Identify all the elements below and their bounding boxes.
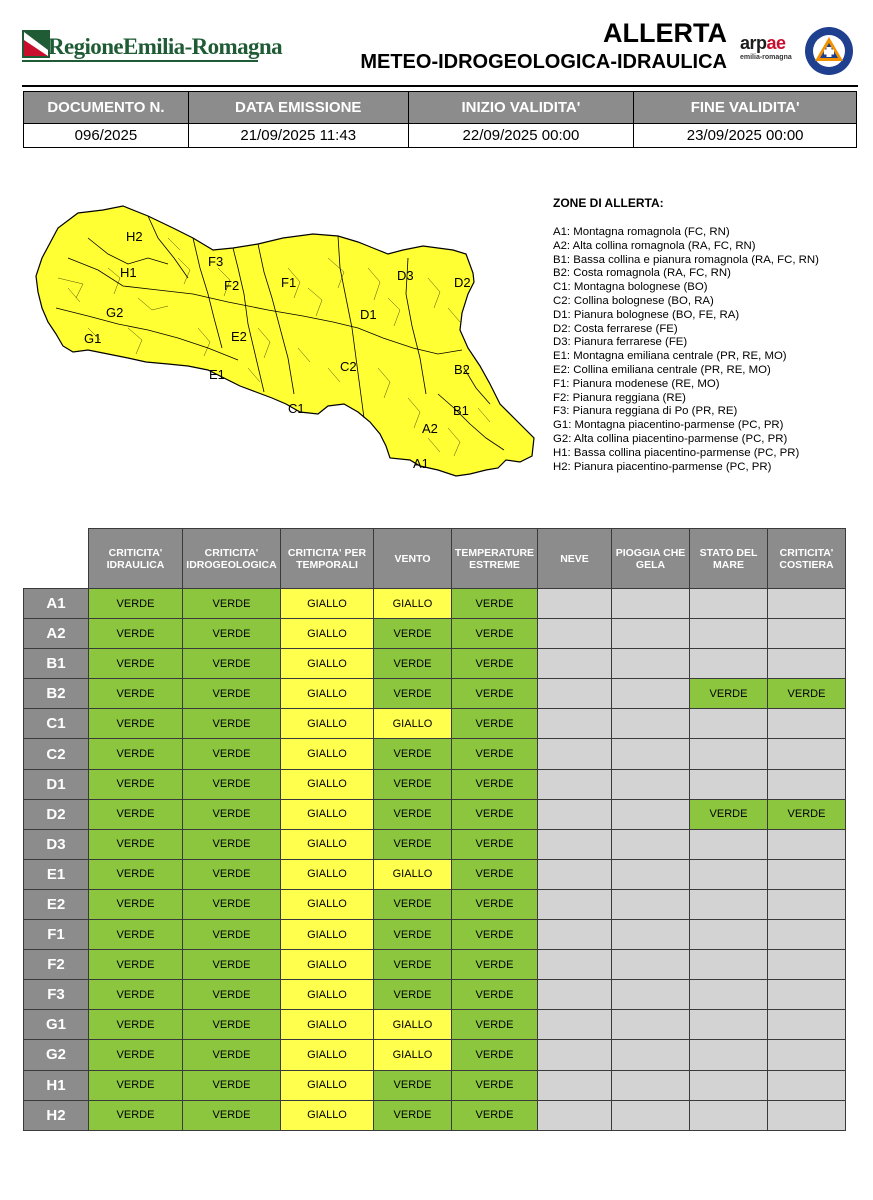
issue-date-header: DATA EMISSIONE: [188, 92, 408, 124]
alert-level-cell: VERDE: [183, 649, 281, 679]
empty-cell: [690, 589, 768, 619]
zone-cell: F2: [24, 950, 89, 980]
empty-cell: [768, 739, 846, 769]
map-label-h1: H1: [120, 265, 137, 280]
empty-cell: [690, 1100, 768, 1130]
table-row: [24, 1040, 846, 1070]
zone-cell: H1: [24, 1070, 89, 1100]
alert-zones-map: [28, 198, 543, 490]
legend-item: A2: Alta collina romagnola (RA, FC, RN): [553, 239, 756, 252]
alert-level-cell: VERDE: [374, 769, 452, 799]
map-label-b1: B1: [453, 403, 469, 418]
alert-level-cell: VERDE: [89, 799, 183, 829]
empty-cell: [538, 649, 612, 679]
alert-level-cell: VERDE: [452, 859, 538, 889]
map-label-d2: D2: [454, 275, 471, 290]
column-header-line: MARE: [713, 558, 744, 571]
zone-cell: C2: [24, 739, 89, 769]
empty-cell: [768, 889, 846, 919]
empty-cell: [612, 889, 690, 919]
empty-cell: [768, 859, 846, 889]
alert-level-cell: VERDE: [89, 589, 183, 619]
legend-item: F1: Pianura modenese (RE, MO): [553, 377, 720, 390]
alert-level-cell: VERDE: [183, 619, 281, 649]
alert-level-cell: VERDE: [183, 1010, 281, 1040]
table-corner: [24, 529, 89, 589]
empty-cell: [538, 589, 612, 619]
empty-cell: [612, 980, 690, 1010]
alert-level-cell: VERDE: [183, 1100, 281, 1130]
alert-level-cell: VERDE: [452, 619, 538, 649]
map-label-e1: E1: [209, 367, 225, 382]
empty-cell: [612, 619, 690, 649]
empty-cell: [538, 769, 612, 799]
empty-cell: [612, 829, 690, 859]
zone-cell: G2: [24, 1040, 89, 1070]
alert-level-cell: GIALLO: [281, 709, 374, 739]
alert-level-cell: VERDE: [89, 859, 183, 889]
alert-level-cell: VERDE: [374, 950, 452, 980]
alert-level-cell: VERDE: [374, 920, 452, 950]
zone-cell: E1: [24, 859, 89, 889]
alert-level-cell: VERDE: [452, 799, 538, 829]
alert-level-cell: VERDE: [374, 1100, 452, 1130]
column-header-line: CRITICITA' PER: [287, 546, 367, 559]
arpae-logo: [740, 34, 800, 68]
alert-level-cell: GIALLO: [281, 589, 374, 619]
zones-legend: [553, 196, 858, 474]
legend-item: B2: Costa romagnola (RA, FC, RN): [553, 267, 731, 280]
map-label-g2: G2: [106, 305, 124, 320]
map-label-a2: A2: [422, 421, 438, 436]
alert-level-cell: VERDE: [768, 679, 846, 709]
arpae-logo-text: arpae: [740, 33, 786, 53]
header-divider: [22, 85, 858, 87]
table-row: [24, 950, 846, 980]
legend-item: D3: Pianura ferrarese (FE): [553, 336, 688, 349]
table-row: [24, 709, 846, 739]
empty-cell: [690, 859, 768, 889]
legend-item: B1: Bassa collina e pianura romagnola (RA, FC, RN): [553, 253, 819, 266]
alert-level-cell: VERDE: [89, 920, 183, 950]
column-header-line: IDROGEOLOGICA: [186, 558, 277, 571]
legend-item: A1: Montagna romagnola (FC, RN): [553, 226, 730, 238]
map-label-f1: F1: [281, 275, 297, 290]
region-name: RegioneEmilia-Romagna: [48, 34, 282, 59]
table-row: [24, 859, 846, 889]
table-row: [24, 829, 846, 859]
alert-level-cell: GIALLO: [281, 980, 374, 1010]
alert-level-cell: VERDE: [89, 769, 183, 799]
column-header-line: CRITICITA': [204, 546, 259, 559]
empty-cell: [612, 1040, 690, 1070]
table-row: [24, 1010, 846, 1040]
column-header: [183, 529, 281, 589]
alert-level-cell: VERDE: [690, 799, 768, 829]
empty-cell: [538, 920, 612, 950]
alert-level-cell: VERDE: [452, 1010, 538, 1040]
column-header-line: STATO DEL: [699, 546, 758, 559]
empty-cell: [612, 1100, 690, 1130]
empty-cell: [768, 920, 846, 950]
column-header: [374, 529, 452, 589]
map-label-f2: F2: [224, 278, 240, 293]
alert-level-cell: GIALLO: [281, 889, 374, 919]
map-label-c1: C1: [288, 401, 305, 416]
alert-level-cell: VERDE: [89, 709, 183, 739]
protezione-civile-icon: [804, 26, 854, 76]
alert-level-cell: VERDE: [183, 920, 281, 950]
empty-cell: [612, 769, 690, 799]
column-header: [89, 529, 183, 589]
legend-item: H2: Pianura piacentino-parmense (PC, PR): [553, 460, 772, 473]
map-label-a1: A1: [413, 456, 429, 471]
empty-cell: [612, 1070, 690, 1100]
map-label-d3: D3: [397, 268, 414, 283]
alert-level-cell: VERDE: [452, 649, 538, 679]
map-label-e2: E2: [231, 329, 247, 344]
legend-title: ZONE DI ALLERTA:: [553, 196, 664, 210]
zone-cell: F3: [24, 980, 89, 1010]
empty-cell: [690, 889, 768, 919]
empty-cell: [612, 920, 690, 950]
column-header-line: PIOGGIA CHE: [615, 546, 686, 559]
zone-cell: F1: [24, 920, 89, 950]
empty-cell: [768, 1070, 846, 1100]
empty-cell: [538, 799, 612, 829]
zone-cell: D3: [24, 829, 89, 859]
alert-levels-table: [23, 528, 846, 1131]
empty-cell: [538, 859, 612, 889]
region-logo-underline: [22, 60, 258, 62]
alert-level-cell: GIALLO: [374, 1010, 452, 1040]
table-row: [24, 920, 846, 950]
empty-cell: [538, 889, 612, 919]
alert-level-cell: VERDE: [374, 980, 452, 1010]
alert-level-cell: VERDE: [183, 769, 281, 799]
alert-level-cell: VERDE: [452, 589, 538, 619]
empty-cell: [612, 589, 690, 619]
alert-level-cell: VERDE: [89, 1070, 183, 1100]
alert-level-cell: VERDE: [452, 739, 538, 769]
issue-date-value: 21/09/2025 11:43: [188, 124, 408, 148]
empty-cell: [690, 709, 768, 739]
table-row: [24, 649, 846, 679]
empty-cell: [612, 799, 690, 829]
column-header-line: COSTIERA: [779, 558, 834, 571]
alert-level-cell: GIALLO: [374, 859, 452, 889]
map-label-g1: G1: [84, 331, 102, 346]
alert-level-cell: VERDE: [183, 739, 281, 769]
alert-level-cell: GIALLO: [281, 1100, 374, 1130]
legend-item: G1: Montagna piacentino-parmense (PC, PR): [553, 419, 784, 432]
zone-cell: B1: [24, 649, 89, 679]
doc-number-value: 096/2025: [24, 124, 189, 148]
zone-cell: D1: [24, 769, 89, 799]
document-info-table: [23, 91, 857, 148]
alert-level-cell: VERDE: [452, 769, 538, 799]
alert-level-cell: VERDE: [452, 1100, 538, 1130]
legend-item: E1: Montagna emiliana centrale (PR, RE, MO): [553, 350, 787, 363]
alert-level-cell: VERDE: [374, 679, 452, 709]
alert-level-cell: VERDE: [183, 829, 281, 859]
alert-level-cell: GIALLO: [281, 679, 374, 709]
alert-level-cell: VERDE: [374, 829, 452, 859]
empty-cell: [612, 859, 690, 889]
alert-level-cell: VERDE: [374, 799, 452, 829]
zone-cell: H2: [24, 1100, 89, 1130]
alert-level-cell: VERDE: [183, 889, 281, 919]
table-row: [24, 589, 846, 619]
empty-cell: [538, 619, 612, 649]
alert-level-cell: VERDE: [374, 889, 452, 919]
zone-cell: C1: [24, 709, 89, 739]
alert-level-cell: VERDE: [690, 679, 768, 709]
alert-level-cell: VERDE: [89, 980, 183, 1010]
alert-level-cell: VERDE: [374, 1070, 452, 1100]
empty-cell: [690, 649, 768, 679]
validity-end-header: FINE VALIDITA': [634, 92, 857, 124]
alert-level-cell: VERDE: [452, 1070, 538, 1100]
page-title: ALLERTA: [603, 18, 727, 48]
empty-cell: [690, 739, 768, 769]
map-label-f3: F3: [208, 254, 224, 269]
column-header: [538, 529, 612, 589]
alert-level-cell: GIALLO: [281, 1010, 374, 1040]
legend-item: C2: Collina bolognese (BO, RA): [553, 294, 714, 307]
alert-level-cell: VERDE: [89, 950, 183, 980]
column-header: [452, 529, 538, 589]
region-map-shape: [28, 198, 543, 490]
legend-item: G2: Alta collina piacentino-parmense (PC, PR): [553, 432, 788, 445]
alert-level-cell: GIALLO: [281, 1040, 374, 1070]
alert-level-cell: VERDE: [89, 679, 183, 709]
alert-level-cell: VERDE: [183, 589, 281, 619]
empty-cell: [768, 589, 846, 619]
map-label-c2: C2: [340, 359, 357, 374]
column-header: [281, 529, 374, 589]
table-row: [24, 980, 846, 1010]
alert-level-cell: GIALLO: [281, 619, 374, 649]
column-header-line: CRITICITA': [779, 546, 834, 559]
empty-cell: [612, 709, 690, 739]
empty-cell: [538, 829, 612, 859]
column-header: [768, 529, 846, 589]
legend-item: H1: Bassa collina piacentino-parmense (PC, PR): [553, 446, 800, 459]
table-row: [24, 1070, 846, 1100]
empty-cell: [690, 1040, 768, 1070]
validity-start-header: INIZIO VALIDITA': [408, 92, 634, 124]
empty-cell: [768, 769, 846, 799]
table-row: [24, 799, 846, 829]
table-row: [24, 739, 846, 769]
empty-cell: [768, 980, 846, 1010]
column-header-line: TEMPORALI: [296, 558, 358, 571]
zone-cell: G1: [24, 1010, 89, 1040]
alert-level-cell: GIALLO: [281, 769, 374, 799]
alert-level-cell: VERDE: [89, 1040, 183, 1070]
alert-level-cell: VERDE: [183, 950, 281, 980]
empty-cell: [768, 1010, 846, 1040]
table-row: [24, 889, 846, 919]
table-row: [24, 679, 846, 709]
alert-level-cell: GIALLO: [374, 589, 452, 619]
zone-cell: A2: [24, 619, 89, 649]
column-header-line: NEVE: [560, 552, 589, 565]
empty-cell: [690, 950, 768, 980]
empty-cell: [768, 649, 846, 679]
map-label-d1: D1: [360, 307, 377, 322]
alert-level-cell: GIALLO: [281, 1070, 374, 1100]
alert-level-cell: VERDE: [89, 739, 183, 769]
alert-level-cell: VERDE: [452, 889, 538, 919]
page-subtitle: METEO-IDROGEOLOGICA-IDRAULICA: [360, 51, 727, 73]
empty-cell: [538, 1100, 612, 1130]
alert-level-cell: VERDE: [89, 619, 183, 649]
alert-level-cell: GIALLO: [281, 799, 374, 829]
legend-item: D1: Pianura bolognese (BO, FE, RA): [553, 308, 740, 321]
validity-start-value: 22/09/2025 00:00: [408, 124, 634, 148]
empty-cell: [538, 1010, 612, 1040]
empty-cell: [768, 829, 846, 859]
alert-level-cell: VERDE: [452, 709, 538, 739]
alert-level-cell: VERDE: [89, 1010, 183, 1040]
alert-level-cell: VERDE: [183, 709, 281, 739]
empty-cell: [538, 980, 612, 1010]
column-header-line: CRITICITA': [108, 546, 163, 559]
table-row: [24, 1100, 846, 1130]
empty-cell: [538, 1070, 612, 1100]
alert-level-cell: VERDE: [89, 889, 183, 919]
empty-cell: [538, 1040, 612, 1070]
column-header-line: ESTREME: [469, 558, 520, 571]
alert-level-cell: VERDE: [89, 649, 183, 679]
alert-level-cell: VERDE: [452, 1040, 538, 1070]
alert-level-cell: VERDE: [452, 980, 538, 1010]
empty-cell: [612, 739, 690, 769]
empty-cell: [768, 1100, 846, 1130]
alert-level-cell: VERDE: [768, 799, 846, 829]
empty-cell: [768, 709, 846, 739]
alert-level-cell: VERDE: [183, 1040, 281, 1070]
empty-cell: [690, 980, 768, 1010]
legend-item: C1: Montagna bolognese (BO): [553, 281, 708, 294]
zone-cell: B2: [24, 679, 89, 709]
empty-cell: [690, 769, 768, 799]
alert-level-cell: GIALLO: [374, 709, 452, 739]
arpae-logo-subtext: emilia-romagna: [740, 54, 792, 61]
alert-level-cell: VERDE: [452, 950, 538, 980]
empty-cell: [538, 679, 612, 709]
table-row: [24, 619, 846, 649]
alert-level-cell: VERDE: [183, 859, 281, 889]
alert-level-cell: VERDE: [374, 739, 452, 769]
column-header-line: VENTO: [394, 552, 431, 565]
empty-cell: [690, 920, 768, 950]
zone-cell: E2: [24, 889, 89, 919]
alert-level-cell: VERDE: [89, 829, 183, 859]
empty-cell: [538, 950, 612, 980]
alert-level-cell: GIALLO: [281, 950, 374, 980]
column-header-line: GELA: [635, 558, 666, 571]
empty-cell: [690, 1070, 768, 1100]
empty-cell: [768, 619, 846, 649]
column-header-line: TEMPERATURE: [454, 546, 535, 559]
alert-level-cell: GIALLO: [281, 859, 374, 889]
alert-level-cell: VERDE: [374, 619, 452, 649]
column-header: [612, 529, 690, 589]
validity-end-value: 23/09/2025 00:00: [634, 124, 857, 148]
alert-level-cell: GIALLO: [281, 829, 374, 859]
map-label-b2: B2: [454, 362, 470, 377]
empty-cell: [612, 649, 690, 679]
empty-cell: [768, 950, 846, 980]
zone-cell: A1: [24, 589, 89, 619]
alert-level-cell: VERDE: [183, 980, 281, 1010]
empty-cell: [690, 619, 768, 649]
alert-level-cell: VERDE: [452, 920, 538, 950]
empty-cell: [538, 709, 612, 739]
zone-cell: D2: [24, 799, 89, 829]
table-row: [24, 769, 846, 799]
legend-item: E2: Collina emiliana centrale (PR, RE, MO): [553, 363, 771, 376]
empty-cell: [690, 1010, 768, 1040]
alert-level-cell: GIALLO: [281, 649, 374, 679]
doc-number-header: DOCUMENTO N.: [24, 92, 189, 124]
alert-level-cell: VERDE: [452, 829, 538, 859]
column-header-line: IDRAULICA: [106, 558, 165, 571]
alert-level-cell: VERDE: [452, 679, 538, 709]
region-flag-icon: [22, 30, 50, 58]
empty-cell: [690, 829, 768, 859]
alert-level-cell: VERDE: [183, 799, 281, 829]
alert-level-cell: VERDE: [89, 1100, 183, 1130]
alert-level-cell: GIALLO: [281, 920, 374, 950]
alert-level-cell: GIALLO: [281, 739, 374, 769]
empty-cell: [768, 1040, 846, 1070]
map-label-h2: H2: [126, 229, 143, 244]
legend-item: D2: Costa ferrarese (FE): [553, 322, 678, 335]
column-header: [690, 529, 768, 589]
legend-item: F2: Pianura reggiana (RE): [553, 391, 686, 404]
empty-cell: [612, 679, 690, 709]
empty-cell: [612, 1010, 690, 1040]
empty-cell: [538, 739, 612, 769]
alert-level-cell: VERDE: [374, 649, 452, 679]
regione-emilia-romagna-logo: [22, 28, 282, 64]
alert-level-cell: GIALLO: [374, 1040, 452, 1070]
alert-level-cell: VERDE: [183, 1070, 281, 1100]
alert-level-cell: VERDE: [183, 679, 281, 709]
legend-item: F3: Pianura reggiana di Po (PR, RE): [553, 405, 738, 418]
empty-cell: [612, 950, 690, 980]
